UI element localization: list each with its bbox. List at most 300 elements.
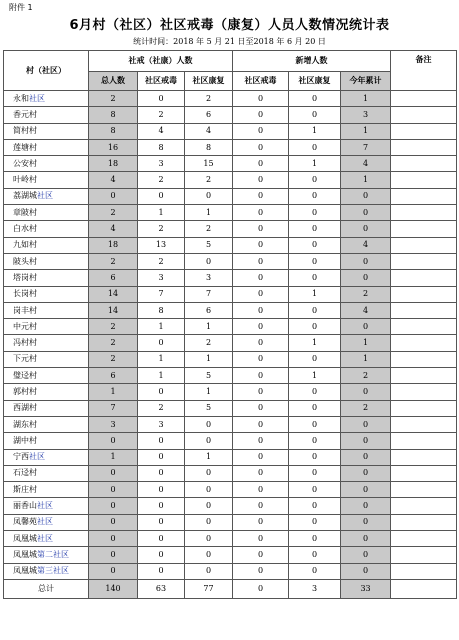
new-rehab-cell: 0 — [289, 253, 341, 269]
total-count-cell: 4 — [89, 221, 138, 237]
total-count-cell: 0 — [89, 188, 138, 204]
rehab-cell: 0 — [185, 188, 233, 204]
new-detox-cell: 0 — [233, 482, 289, 498]
detox-cell: 0 — [138, 531, 185, 547]
village-name — [4, 156, 89, 172]
new-rehab-cell: 0 — [289, 449, 341, 465]
new-rehab-cell: 1 — [289, 286, 341, 302]
village-name-text: 荔湖城 — [13, 191, 37, 201]
village-name-text: 中元村 — [13, 321, 37, 331]
header-remark: 备注 — [391, 51, 457, 91]
total-count-cell: 2 — [89, 253, 138, 269]
rehab-cell: 0 — [185, 416, 233, 432]
rehab-cell: 8 — [185, 139, 233, 155]
new-rehab-cell: 0 — [289, 400, 341, 416]
village-name — [4, 416, 89, 432]
village-name-suffix: 社区 — [37, 517, 53, 527]
table-row — [4, 547, 457, 563]
detox-cell: 1 — [138, 319, 185, 335]
rehab-cell: 2 — [185, 221, 233, 237]
table-row — [4, 286, 457, 302]
remark-cell — [391, 172, 457, 188]
remark-cell — [391, 449, 457, 465]
year-cumulative-cell: 0 — [341, 449, 391, 465]
new-detox-cell: 0 — [233, 270, 289, 286]
header-detox: 社区戒毒 — [138, 72, 185, 91]
remark-cell — [391, 433, 457, 449]
total-count-cell: 6 — [89, 368, 138, 384]
new-detox-cell: 0 — [233, 384, 289, 400]
detox-cell: 0 — [138, 482, 185, 498]
rehab-cell: 0 — [185, 433, 233, 449]
rehab-cell: 4 — [185, 123, 233, 139]
detox-cell: 3 — [138, 156, 185, 172]
village-name — [4, 384, 89, 400]
village-name-suffix: 社区 — [29, 93, 45, 103]
total-count-cell: 1 — [89, 449, 138, 465]
detox-cell: 2 — [138, 107, 185, 123]
detox-cell: 0 — [138, 188, 185, 204]
village-name — [4, 123, 89, 139]
village-name-text: 公安村 — [13, 158, 37, 168]
village-name-text: 石迳村 — [13, 468, 37, 478]
new-detox-cell: 0 — [233, 172, 289, 188]
total-count-cell: 2 — [89, 351, 138, 367]
village-name — [4, 449, 89, 465]
detox-cell: 0 — [138, 335, 185, 351]
total-count-cell: 14 — [89, 286, 138, 302]
new-detox-cell: 0 — [233, 514, 289, 530]
new-rehab-cell: 0 — [289, 514, 341, 530]
rehab-cell: 0 — [185, 531, 233, 547]
new-detox-cell: 0 — [233, 416, 289, 432]
new-rehab-cell: 0 — [289, 172, 341, 188]
new-detox-cell: 0 — [233, 400, 289, 416]
year-cumulative-cell: 2 — [341, 286, 391, 302]
new-detox-cell: 0 — [233, 221, 289, 237]
new-detox-cell: 0 — [233, 205, 289, 221]
rehab-cell: 3 — [185, 270, 233, 286]
detox-cell: 1 — [138, 368, 185, 384]
total-count-cell: 14 — [89, 302, 138, 318]
detox-cell: 2 — [138, 221, 185, 237]
year-cumulative-cell: 1 — [341, 172, 391, 188]
table-row — [4, 253, 457, 269]
totals-year: 33 — [341, 579, 391, 598]
village-name-text: 湖中村 — [13, 435, 37, 445]
village-name — [4, 498, 89, 514]
new-rehab-cell: 0 — [289, 139, 341, 155]
village-name — [4, 319, 89, 335]
remark-cell — [391, 221, 457, 237]
header-rehab: 社区康复 — [185, 72, 233, 91]
detox-cell: 8 — [138, 302, 185, 318]
year-cumulative-cell: 0 — [341, 547, 391, 563]
header-existing-group: 社戒（社康）人数 — [89, 51, 233, 72]
table-row — [4, 416, 457, 432]
new-rehab-cell: 0 — [289, 384, 341, 400]
new-detox-cell: 0 — [233, 107, 289, 123]
total-count-cell: 16 — [89, 139, 138, 155]
village-name-text: 丽香山 — [13, 501, 37, 511]
total-count-cell: 0 — [89, 547, 138, 563]
detox-cell: 8 — [138, 139, 185, 155]
detox-cell: 2 — [138, 172, 185, 188]
new-rehab-cell: 0 — [289, 433, 341, 449]
rehab-cell: 5 — [185, 368, 233, 384]
new-detox-cell: 0 — [233, 563, 289, 579]
village-name — [4, 465, 89, 481]
year-cumulative-cell: 2 — [341, 400, 391, 416]
year-cumulative-cell: 1 — [341, 91, 391, 107]
total-count-cell: 0 — [89, 498, 138, 514]
new-rehab-cell: 0 — [289, 351, 341, 367]
total-count-cell: 2 — [89, 335, 138, 351]
new-rehab-cell: 1 — [289, 368, 341, 384]
total-count-cell: 0 — [89, 514, 138, 530]
village-name-text: 凤凰城 — [13, 533, 37, 543]
new-rehab-cell: 0 — [289, 416, 341, 432]
village-name-text: 岗丰村 — [13, 305, 37, 315]
header-village: 村（社区） — [4, 51, 89, 91]
new-rehab-cell: 0 — [289, 319, 341, 335]
remark-cell — [391, 286, 457, 302]
village-name — [4, 237, 89, 253]
remark-cell — [391, 156, 457, 172]
remark-cell — [391, 531, 457, 547]
detox-cell: 0 — [138, 498, 185, 514]
village-name-text: 永和 — [13, 93, 29, 103]
new-rehab-cell: 0 — [289, 91, 341, 107]
total-count-cell: 0 — [89, 531, 138, 547]
new-rehab-cell: 0 — [289, 465, 341, 481]
new-rehab-cell: 0 — [289, 107, 341, 123]
totals-new-detox: 0 — [233, 579, 289, 598]
table-row — [4, 384, 457, 400]
remark-cell — [391, 319, 457, 335]
detox-cell: 0 — [138, 433, 185, 449]
totals-new-rehab: 3 — [289, 579, 341, 598]
village-name — [4, 547, 89, 563]
year-cumulative-cell: 1 — [341, 335, 391, 351]
detox-cell: 0 — [138, 449, 185, 465]
rehab-cell: 0 — [185, 514, 233, 530]
detox-cell: 2 — [138, 400, 185, 416]
table-row — [4, 91, 457, 107]
village-name-suffix: 社区 — [37, 501, 53, 511]
village-name-text: 凤凰城 — [13, 549, 37, 559]
rehab-cell: 0 — [185, 547, 233, 563]
village-name-text: 下元村 — [13, 354, 37, 364]
new-detox-cell: 0 — [233, 302, 289, 318]
village-name-text: 莲塘村 — [13, 142, 37, 152]
table-row — [4, 498, 457, 514]
new-rehab-cell: 0 — [289, 531, 341, 547]
village-name-text: 塔岗村 — [13, 272, 37, 282]
table-row — [4, 237, 457, 253]
detox-cell: 0 — [138, 563, 185, 579]
village-name-suffix: 社区 — [37, 533, 53, 543]
rehab-cell: 6 — [185, 107, 233, 123]
village-name — [4, 253, 89, 269]
total-count-cell: 4 — [89, 172, 138, 188]
village-name-text: 九如村 — [13, 240, 37, 250]
village-name — [4, 188, 89, 204]
village-name — [4, 139, 89, 155]
remark-cell — [391, 123, 457, 139]
village-name-suffix: 社区 — [29, 452, 45, 462]
total-count-cell: 0 — [89, 465, 138, 481]
remark-cell — [391, 188, 457, 204]
village-name-text: 凤馨苑 — [13, 517, 37, 527]
total-count-cell: 2 — [89, 319, 138, 335]
table-row — [4, 514, 457, 530]
year-cumulative-cell: 1 — [341, 351, 391, 367]
total-count-cell: 2 — [89, 91, 138, 107]
remark-cell — [391, 498, 457, 514]
remark-cell — [391, 237, 457, 253]
village-name-text: 叶岭村 — [13, 175, 37, 185]
totals-remark — [391, 579, 457, 598]
detox-cell: 1 — [138, 351, 185, 367]
total-count-cell: 3 — [89, 416, 138, 432]
remark-cell — [391, 335, 457, 351]
attachment-label: 附件 1 — [9, 3, 33, 12]
new-rehab-cell: 0 — [289, 482, 341, 498]
header-new-detox: 社区戒毒 — [233, 72, 289, 91]
rehab-cell: 1 — [185, 319, 233, 335]
village-name-text: 章陂村 — [13, 207, 37, 217]
year-cumulative-cell: 0 — [341, 188, 391, 204]
year-cumulative-cell: 0 — [341, 514, 391, 530]
year-cumulative-cell: 0 — [341, 498, 391, 514]
new-detox-cell: 0 — [233, 123, 289, 139]
table-row — [4, 449, 457, 465]
year-cumulative-cell: 4 — [341, 237, 391, 253]
statistics-period: 统计时间：2018 年 5 月 21 日至2018 年 6 月 20 日 — [133, 37, 326, 46]
remark-cell — [391, 400, 457, 416]
village-name-text: 长岗村 — [13, 289, 37, 299]
table-row — [4, 270, 457, 286]
new-rehab-cell: 0 — [289, 188, 341, 204]
new-detox-cell: 0 — [233, 368, 289, 384]
header-total: 总人数 — [89, 72, 138, 91]
table-row — [4, 302, 457, 318]
village-name-suffix: 第二社区 — [37, 549, 69, 559]
new-rehab-cell: 1 — [289, 335, 341, 351]
new-detox-cell: 0 — [233, 319, 289, 335]
year-cumulative-cell: 3 — [341, 107, 391, 123]
year-cumulative-cell: 2 — [341, 368, 391, 384]
village-name — [4, 351, 89, 367]
village-name — [4, 433, 89, 449]
year-cumulative-cell: 0 — [341, 563, 391, 579]
village-name-text: 陂头村 — [13, 256, 37, 266]
rehab-cell: 2 — [185, 335, 233, 351]
new-rehab-cell: 0 — [289, 563, 341, 579]
detox-cell: 0 — [138, 465, 185, 481]
new-rehab-cell: 1 — [289, 156, 341, 172]
detox-cell: 4 — [138, 123, 185, 139]
village-name-suffix: 第三社区 — [37, 566, 69, 576]
table-row — [4, 172, 457, 188]
year-cumulative-cell: 0 — [341, 531, 391, 547]
new-detox-cell: 0 — [233, 335, 289, 351]
remark-cell — [391, 514, 457, 530]
table-row — [4, 156, 457, 172]
rehab-cell: 1 — [185, 384, 233, 400]
new-rehab-cell: 0 — [289, 237, 341, 253]
table-row — [4, 433, 457, 449]
village-name-text: 璧迳村 — [13, 370, 37, 380]
new-detox-cell: 0 — [233, 91, 289, 107]
header-new-group: 新增人数 — [233, 51, 391, 72]
totals-row — [4, 579, 457, 598]
total-count-cell: 8 — [89, 123, 138, 139]
village-name — [4, 368, 89, 384]
detox-cell: 1 — [138, 205, 185, 221]
table-row — [4, 400, 457, 416]
year-cumulative-cell: 0 — [341, 270, 391, 286]
rehab-cell: 6 — [185, 302, 233, 318]
village-name — [4, 514, 89, 530]
remark-cell — [391, 139, 457, 155]
detox-cell: 13 — [138, 237, 185, 253]
village-name — [4, 531, 89, 547]
village-name-text: 香元村 — [13, 109, 37, 119]
rehab-cell: 1 — [185, 449, 233, 465]
village-name — [4, 270, 89, 286]
new-rehab-cell: 0 — [289, 221, 341, 237]
village-name-text: 宁西 — [13, 452, 29, 462]
total-count-cell: 8 — [89, 107, 138, 123]
table-row — [4, 531, 457, 547]
village-name-text: 凤凰城 — [13, 566, 37, 576]
village-name — [4, 335, 89, 351]
year-cumulative-cell: 0 — [341, 416, 391, 432]
new-detox-cell: 0 — [233, 547, 289, 563]
new-detox-cell: 0 — [233, 449, 289, 465]
detox-cell: 7 — [138, 286, 185, 302]
village-name — [4, 221, 89, 237]
remark-cell — [391, 547, 457, 563]
village-name-text: 斯庄村 — [13, 484, 37, 494]
table-row — [4, 482, 457, 498]
village-name — [4, 91, 89, 107]
total-count-cell: 1 — [89, 384, 138, 400]
remark-cell — [391, 368, 457, 384]
rehab-cell: 2 — [185, 172, 233, 188]
year-cumulative-cell: 1 — [341, 123, 391, 139]
totals-label: 总计 — [4, 579, 89, 598]
page-title: 6月村（社区）社区戒毒（康复）人员人数情况统计表 — [69, 18, 390, 33]
new-detox-cell: 0 — [233, 351, 289, 367]
table-row — [4, 107, 457, 123]
new-rehab-cell: 0 — [289, 205, 341, 221]
total-count-cell: 18 — [89, 237, 138, 253]
total-count-cell: 18 — [89, 156, 138, 172]
detox-cell: 0 — [138, 91, 185, 107]
village-name — [4, 172, 89, 188]
table-row — [4, 139, 457, 155]
remark-cell — [391, 107, 457, 123]
totals-detox: 63 — [138, 579, 185, 598]
rehab-cell: 0 — [185, 482, 233, 498]
rehab-cell: 1 — [185, 351, 233, 367]
table-row — [4, 335, 457, 351]
village-name-text: 简村村 — [13, 126, 37, 136]
year-cumulative-cell: 0 — [341, 482, 391, 498]
remark-cell — [391, 270, 457, 286]
new-detox-cell: 0 — [233, 531, 289, 547]
table-row — [4, 319, 457, 335]
detox-cell: 3 — [138, 416, 185, 432]
total-count-cell: 6 — [89, 270, 138, 286]
rehab-cell: 0 — [185, 498, 233, 514]
detox-cell: 0 — [138, 384, 185, 400]
village-name-text: 西湖村 — [13, 403, 37, 413]
village-name — [4, 400, 89, 416]
year-cumulative-cell: 0 — [341, 253, 391, 269]
village-name — [4, 302, 89, 318]
new-rehab-cell: 0 — [289, 270, 341, 286]
rehab-cell: 1 — [185, 205, 233, 221]
remark-cell — [391, 416, 457, 432]
village-name — [4, 563, 89, 579]
year-cumulative-cell: 4 — [341, 156, 391, 172]
rehab-cell: 15 — [185, 156, 233, 172]
rehab-cell: 5 — [185, 237, 233, 253]
detox-cell: 0 — [138, 514, 185, 530]
village-name-suffix: 社区 — [37, 191, 53, 201]
statistics-table — [3, 50, 457, 599]
year-cumulative-cell: 0 — [341, 433, 391, 449]
village-name — [4, 286, 89, 302]
year-cumulative-cell: 0 — [341, 384, 391, 400]
new-detox-cell: 0 — [233, 433, 289, 449]
remark-cell — [391, 563, 457, 579]
total-count-cell: 0 — [89, 482, 138, 498]
rehab-cell: 0 — [185, 465, 233, 481]
totals-total: 140 — [89, 579, 138, 598]
remark-cell — [391, 351, 457, 367]
header-year-cumulative: 今年累计 — [341, 72, 391, 91]
totals-rehab: 77 — [185, 579, 233, 598]
village-name-text: 郭村村 — [13, 386, 37, 396]
year-cumulative-cell: 0 — [341, 319, 391, 335]
detox-cell: 0 — [138, 547, 185, 563]
new-detox-cell: 0 — [233, 498, 289, 514]
new-detox-cell: 0 — [233, 188, 289, 204]
remark-cell — [391, 205, 457, 221]
rehab-cell: 5 — [185, 400, 233, 416]
rehab-cell: 2 — [185, 91, 233, 107]
detox-cell: 3 — [138, 270, 185, 286]
new-detox-cell: 0 — [233, 139, 289, 155]
rehab-cell: 0 — [185, 253, 233, 269]
table-row — [4, 563, 457, 579]
new-detox-cell: 0 — [233, 465, 289, 481]
year-cumulative-cell: 7 — [341, 139, 391, 155]
table-row — [4, 205, 457, 221]
year-cumulative-cell: 0 — [341, 221, 391, 237]
total-count-cell: 0 — [89, 563, 138, 579]
detox-cell: 2 — [138, 253, 185, 269]
rehab-cell: 7 — [185, 286, 233, 302]
total-count-cell: 2 — [89, 205, 138, 221]
new-detox-cell: 0 — [233, 253, 289, 269]
village-name-text: 湖东村 — [13, 419, 37, 429]
